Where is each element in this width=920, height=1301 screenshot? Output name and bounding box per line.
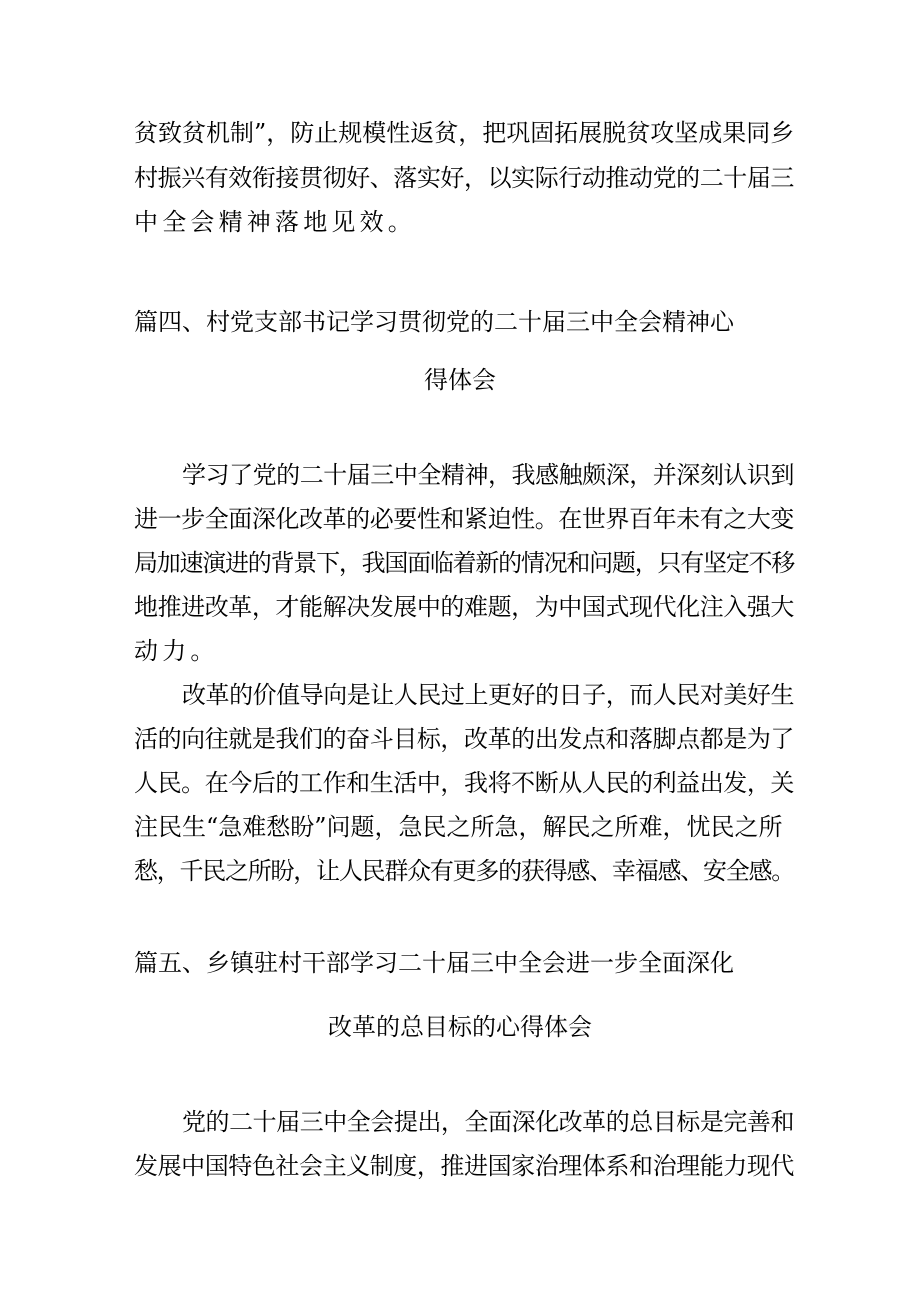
body-text-line: 党的二十届三中全会提出，全面深化改革的总目标是完善和 (182, 1108, 794, 1136)
body-text-line: 局加速演进的背景下，我国面临着新的情况和问题，只有坚定不移 (134, 549, 794, 577)
body-text-line: 进一步全面深化改革的必要性和紧迫性。在世界百年未有之大变 (134, 505, 794, 533)
body-text-line: 动力。 (134, 637, 219, 665)
body-text-line: 改革的价值导向是让人民过上更好的日子，而人民对美好生 (182, 681, 794, 709)
body-text-line: 学习了党的二十届三中全精神，我感触颇深，并深刻认识到 (182, 461, 794, 489)
body-text-line: 注民生“急难愁盼”问题，急民之所急，解民之所难，忧民之所 (134, 813, 783, 841)
body-text-line: 中全会精神落地见效。 (134, 208, 416, 236)
section-5-title: 篇五、乡镇驻村干部学习二十届三中全会进一步全面深化 (134, 949, 734, 977)
body-text-line: 愁，千民之所盼，让人民群众有更多的获得感、幸福感、安全感。 (134, 857, 794, 885)
body-text-line: 发展中国特色社会主义制度，推进国家治理体系和治理能力现代 (134, 1152, 794, 1180)
body-text-line: 贫致贫机制”，防止规模性返贫，把巩固拓展脱贫攻坚成果同乡 (134, 119, 795, 147)
section-4-title: 篇四、村党支部书记学习贯彻党的二十届三中全会精神心 (134, 308, 734, 336)
body-text-line: 地推进改革，才能解决发展中的难题，为中国式现代化注入强大 (134, 593, 794, 621)
section-5-title-cont: 改革的总目标的心得体会 (328, 1013, 592, 1041)
section-4-title-cont: 得体会 (424, 366, 496, 394)
body-text-line: 人民。在今后的工作和生活中，我将不断从人民的利益出发，关 (134, 769, 794, 797)
body-text-line: 村振兴有效衔接贯彻好、落实好，以实际行动推动党的二十届三 (134, 164, 794, 192)
body-text-line: 活的向往就是我们的奋斗目标，改革的出发点和落脚点都是为了 (134, 725, 794, 753)
